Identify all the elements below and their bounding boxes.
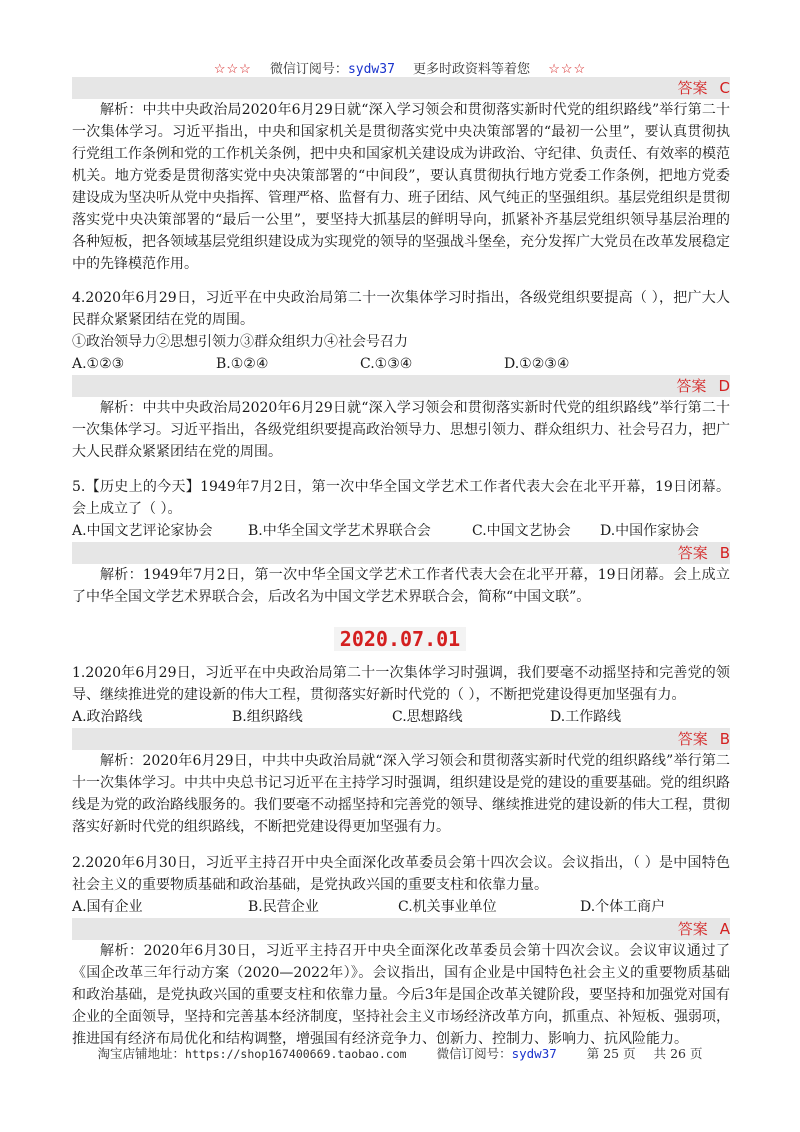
footer-sub-label: 微信订阅号： [436,1046,512,1061]
footer-shop-label: 淘宝店铺地址： [97,1046,186,1061]
page-footer [0,1044,800,1062]
option-d: D.工作路线 [550,709,622,725]
option-d: D.①②③④ [504,356,570,372]
explanation-2: 解析：2020年6月30日，习近平主持召开中央全面深化改革委员会第十四次会议。会议审议通过了《国企改革三年行动方案（2020—2022年）》。会议指出，国有企业是中国特色社会主义的重要物质基础和政治基础，是党执政兴国的重要支柱和依靠力量。今后3年是国企改革关键阶段，要坚持和加强党对国有企业的全面领导，坚持和完善基本经济制度，坚持社会主义市场经济改革方向，抓重点、补短板、强弱项，推进国有经济布局优化和结构调整，增强国有经济竞争力、创新力、控制力、影响力、抗风险能力。 [72,943,730,1047]
option-b: B.民营企业 [248,899,319,915]
header-slogan: 更多时政资料等着您 [413,62,531,77]
answer-bar [72,77,730,99]
question-1-options [72,706,730,728]
option-a: A.政治路线 [72,709,143,725]
answer-letter: C [719,79,730,97]
option-c: C.思想路线 [392,709,463,725]
answer-bar [72,375,730,397]
answer-line-4 [676,375,730,397]
question-2-stem: 2.2020年6月30日，习近平主持召开中央全面深化改革委员会第十四次会议。会议指出，（ ）是中国特色社会主义的重要物质基础和政治基础，是党执政兴国的重要支柱和依靠力量。 [72,855,730,893]
answer-bar [72,542,730,564]
star-decoration-left: ☆☆☆ [213,62,252,77]
option-c: C.机关事业单位 [398,899,497,915]
answer-line-2 [678,918,730,940]
answer-label: 答案 [677,730,708,748]
answer-line-1 [678,728,730,750]
footer-shop-url[interactable]: https://shop167400669.taobao.com [185,1047,407,1061]
answer-letter: A [719,920,730,938]
star-decoration-right: ☆☆☆ [548,62,587,77]
option-b: B.①②④ [216,356,269,372]
question-4-stem: 4.2020年6月29日，习近平在中央政治局第二十一次集体学习时指出，各级党组织要提高（ ），把广大人民群众紧紧团结在党的周围。 [72,290,730,328]
answer-line-5 [678,542,730,564]
answer-label: 答案 [677,920,708,938]
option-d: D.中国作家协会 [600,523,700,539]
question-2-options [72,896,730,918]
option-b: B.组织路线 [232,709,303,725]
option-c: C.中国文艺协会 [472,523,571,539]
question-4-items: ①政治领导力②思想引领力③群众组织力④社会号召力 [72,334,408,350]
question-5-options [72,520,730,542]
option-a: A.国有企业 [72,899,143,915]
answer-letter: B [719,544,730,562]
header-label: 微信订阅号： [269,62,348,77]
explanation-4: 解析：中共中央政治局2020年6月29日就“深入学习领会和贯彻落实新时代党的组织路线”举行第二十一次集体学习。习近平指出，各级党组织要提高政治领导力、思想引领力、群众组织力、社会号召力，把广大人民群众紧紧团结在党的周围。 [72,400,730,460]
option-a: A.①②③ [72,356,125,372]
option-b: B.中华全国文学艺术界联合会 [248,523,431,539]
header-account: sydw37 [347,62,395,77]
page-header [0,58,800,77]
question-1-stem: 1.2020年6月29日，习近平在中央政治局第二十一次集体学习时强调，我们要毫不动摇坚持和完善党的领导、继续推进党的建设新的伟大工程，贯彻落实好新时代党的（ ），不断把党建设得更加坚强有力。 [72,665,730,703]
answer-label: 答案 [677,544,708,562]
answer-letter: D [718,377,730,395]
date-heading [0,626,800,652]
explanation-3: 解析：中共中央政治局2020年6月29日就“深入学习领会和贯彻落实新时代党的组织路线”举行第二十一次集体学习。习近平指出，中央和国家机关是贯彻落实党中央决策部署的“最初一公里”，要认真贯彻执行党组工作条例和党的工作机关条例，把中央和国家机关建设成为讲政治、守纪律、负责任、有效率的模范机关。地方党委是贯彻落实党中央决策部署的“中间段”，要认真贯彻执行地方党委工作条例，把地方党委建设成为坚决听从党中央指挥、管理严格、监督有力、班子团结、风气纯正的坚强组织。基层党组织是贯彻落实党中央决策部署的“最后一公里”，要坚持大抓基层的鲜明导向，抓紧补齐基层党组织领导基层治理的各种短板，把各领域基层党组织建设成为实现党的领导的坚强战斗堡垒，充分发挥广大党员在改革发展稳定中的先锋模范作用。 [72,102,730,272]
option-c: C.①③④ [360,356,413,372]
answer-bar [72,918,730,940]
explanation-5: 解析：1949年7月2日，第一次中华全国文学艺术工作者代表大会在北平开幕，19日闭幕。会上成立了中华全国文学艺术界联合会，后改名为中国文学艺术界联合会，简称“中国文联”。 [72,567,730,605]
answer-line-3 [678,77,731,99]
option-d: D.个体工商户 [580,899,666,915]
option-a: A.中国文艺评论家协会 [72,523,213,539]
answer-bar [72,728,730,750]
question-5-stem: 5.【历史上的今天】1949年7月2日，第一次中华全国文学艺术工作者代表大会在北平开幕，19日闭幕。会上成立了（ ）。 [72,479,730,517]
footer-account: sydw37 [511,1046,557,1061]
answer-label: 答案 [676,377,707,395]
answer-letter: B [719,730,730,748]
explanation-1: 解析：2020年6月29日，中共中央政治局就“深入学习领会和贯彻落实新时代党的组织路线”举行第二十一次集体学习。中共中央总书记习近平在主持学习时强调，组织建设是党的建设的重要基础。党的组织路线是为党的政治路线服务的。我们要毫不动摇坚持和完善党的领导、继续推进党的建设新的伟大工程，贯彻落实好新时代党的组织路线，不断把党建设得更加坚强有力。 [72,753,730,835]
answer-label: 答案 [677,79,708,97]
question-4-options [72,353,730,375]
footer-page-total: 共 26 页 [653,1046,703,1061]
footer-page-number: 第 25 页 [586,1046,636,1061]
date-text: 2020.07.01 [334,627,466,651]
